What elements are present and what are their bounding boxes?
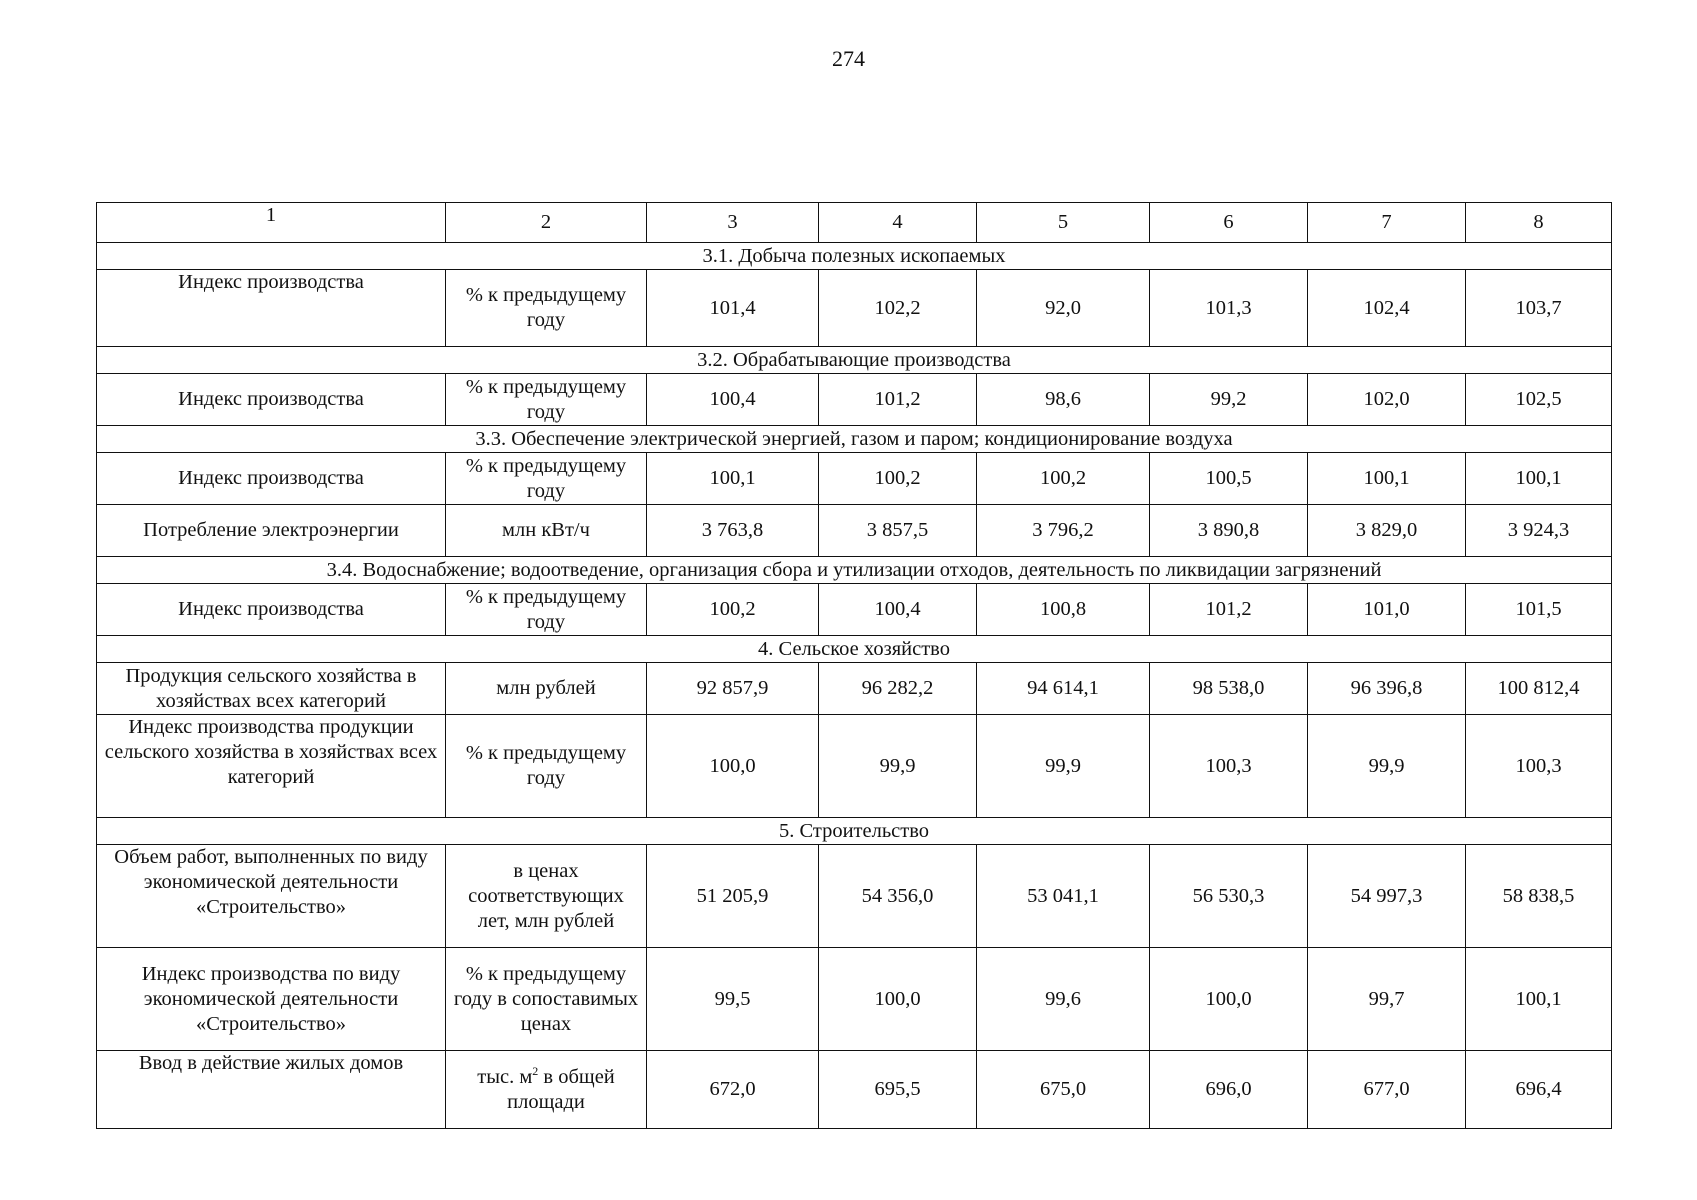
table-row — [97, 584, 1612, 636]
column-header: 4 — [819, 203, 977, 243]
value-cell: 102,2 — [819, 270, 977, 347]
unit-main: тыс. м — [477, 1065, 533, 1088]
unit-superscript: 2 — [532, 1063, 539, 1078]
indicator-unit: млн рублей — [446, 663, 647, 715]
table-row — [97, 270, 1612, 347]
value-cell: 677,0 — [1308, 1051, 1466, 1129]
value-cell: 99,5 — [647, 948, 819, 1051]
section-row — [97, 426, 1612, 453]
value-cell: 100,1 — [1308, 453, 1466, 505]
value-cell: 99,9 — [977, 715, 1150, 818]
column-number-row — [97, 203, 1612, 243]
section-title: 5. Строительство — [97, 818, 1612, 845]
value-cell: 3 890,8 — [1150, 505, 1308, 557]
value-cell: 3 829,0 — [1308, 505, 1466, 557]
value-cell: 100,0 — [647, 715, 819, 818]
indicator-unit: % к предыдущему году — [446, 270, 647, 347]
value-cell: 100,4 — [647, 374, 819, 426]
indicator-name: Индекс производства — [97, 270, 446, 347]
section-row — [97, 347, 1612, 374]
value-cell: 103,7 — [1466, 270, 1612, 347]
value-cell: 101,3 — [1150, 270, 1308, 347]
section-row — [97, 557, 1612, 584]
section-row — [97, 818, 1612, 845]
column-header: 2 — [446, 203, 647, 243]
section-title: 3.2. Обрабатывающие производства — [97, 347, 1612, 374]
column-header: 1 — [97, 203, 446, 243]
value-cell: 100,2 — [647, 584, 819, 636]
value-cell: 51 205,9 — [647, 845, 819, 948]
value-cell: 92 857,9 — [647, 663, 819, 715]
value-cell: 54 997,3 — [1308, 845, 1466, 948]
value-cell: 94 614,1 — [977, 663, 1150, 715]
value-cell: 100,3 — [1466, 715, 1612, 818]
indicator-name: Индекс производства — [97, 453, 446, 505]
indicator-name: Потребление электроэнергии — [97, 505, 446, 557]
value-cell: 100,1 — [1466, 948, 1612, 1051]
value-cell: 100,0 — [819, 948, 977, 1051]
value-cell: 96 396,8 — [1308, 663, 1466, 715]
value-cell: 99,7 — [1308, 948, 1466, 1051]
value-cell: 696,0 — [1150, 1051, 1308, 1129]
section-title: 3.1. Добыча полезных ископаемых — [97, 243, 1612, 270]
value-cell: 54 356,0 — [819, 845, 977, 948]
value-cell: 96 282,2 — [819, 663, 977, 715]
section-row — [97, 243, 1612, 270]
value-cell: 98,6 — [977, 374, 1150, 426]
column-header: 7 — [1308, 203, 1466, 243]
value-cell: 100,8 — [977, 584, 1150, 636]
value-cell: 675,0 — [977, 1051, 1150, 1129]
indicator-unit: млн кВт/ч — [446, 505, 647, 557]
value-cell: 101,2 — [1150, 584, 1308, 636]
indicator-name: Продукция сельского хозяйства в хозяйствах всех категорий — [97, 663, 446, 715]
value-cell: 99,2 — [1150, 374, 1308, 426]
value-cell: 672,0 — [647, 1051, 819, 1129]
section-title: 4. Сельское хозяйство — [97, 636, 1612, 663]
indicator-unit: в ценах соответствующих лет, млн рублей — [446, 845, 647, 948]
value-cell: 58 838,5 — [1466, 845, 1612, 948]
table-row — [97, 374, 1612, 426]
table-row — [97, 715, 1612, 818]
indicator-unit: % к предыдущему году в сопоставимых ценах — [446, 948, 647, 1051]
value-cell: 102,5 — [1466, 374, 1612, 426]
section-title: 3.4. Водоснабжение; водоотведение, организация сбора и утилизации отходов, деятельность по ликвидации загрязнений — [97, 557, 1612, 584]
value-cell: 100,2 — [977, 453, 1150, 505]
indicator-name: Индекс производства по виду экономической деятельности «Строительство» — [97, 948, 446, 1051]
unit-rest: в общей площади — [507, 1065, 615, 1113]
section-row — [97, 636, 1612, 663]
value-cell: 3 924,3 — [1466, 505, 1612, 557]
table-row — [97, 845, 1612, 948]
column-header: 5 — [977, 203, 1150, 243]
value-cell: 92,0 — [977, 270, 1150, 347]
value-cell: 102,4 — [1308, 270, 1466, 347]
value-cell: 99,9 — [819, 715, 977, 818]
indicator-unit: % к предыдущему году — [446, 374, 647, 426]
value-cell: 695,5 — [819, 1051, 977, 1129]
value-cell: 3 857,5 — [819, 505, 977, 557]
table-row — [97, 663, 1612, 715]
value-cell: 53 041,1 — [977, 845, 1150, 948]
indicator-name: Индекс производства — [97, 584, 446, 636]
value-cell: 100,4 — [819, 584, 977, 636]
value-cell: 101,2 — [819, 374, 977, 426]
table-row — [97, 505, 1612, 557]
indicator-unit: % к предыдущему году — [446, 584, 647, 636]
table-row — [97, 453, 1612, 505]
value-cell: 100,0 — [1150, 948, 1308, 1051]
value-cell: 100,3 — [1150, 715, 1308, 818]
indicator-name: Объем работ, выполненных по виду экономической деятельности «Строительство» — [97, 845, 446, 948]
value-cell: 3 796,2 — [977, 505, 1150, 557]
value-cell: 101,4 — [647, 270, 819, 347]
value-cell: 696,4 — [1466, 1051, 1612, 1129]
value-cell: 99,6 — [977, 948, 1150, 1051]
value-cell: 101,5 — [1466, 584, 1612, 636]
column-header: 8 — [1466, 203, 1612, 243]
indicator-unit — [446, 1051, 647, 1129]
value-cell: 3 763,8 — [647, 505, 819, 557]
section-title: 3.3. Обеспечение электрической энергией, газом и паром; кондиционирование воздуха — [97, 426, 1612, 453]
value-cell: 102,0 — [1308, 374, 1466, 426]
value-cell: 100 812,4 — [1466, 663, 1612, 715]
indicator-unit: % к предыдущему году — [446, 453, 647, 505]
table-row — [97, 948, 1612, 1051]
value-cell: 98 538,0 — [1150, 663, 1308, 715]
column-header: 3 — [647, 203, 819, 243]
indicator-name: Ввод в действие жилых домов — [97, 1051, 446, 1129]
value-cell: 100,2 — [819, 453, 977, 505]
value-cell: 56 530,3 — [1150, 845, 1308, 948]
indicator-name: Индекс производства продукции сельского хозяйства в хозяйствах всех категорий — [97, 715, 446, 818]
table-row — [97, 1051, 1612, 1129]
value-cell: 100,1 — [1466, 453, 1612, 505]
column-header: 6 — [1150, 203, 1308, 243]
indicator-name: Индекс производства — [97, 374, 446, 426]
indicator-unit: % к предыдущему году — [446, 715, 647, 818]
value-cell: 99,9 — [1308, 715, 1466, 818]
statistics-table — [96, 202, 1612, 1129]
value-cell: 100,1 — [647, 453, 819, 505]
page-number: 274 — [832, 46, 865, 71]
value-cell: 100,5 — [1150, 453, 1308, 505]
value-cell: 101,0 — [1308, 584, 1466, 636]
